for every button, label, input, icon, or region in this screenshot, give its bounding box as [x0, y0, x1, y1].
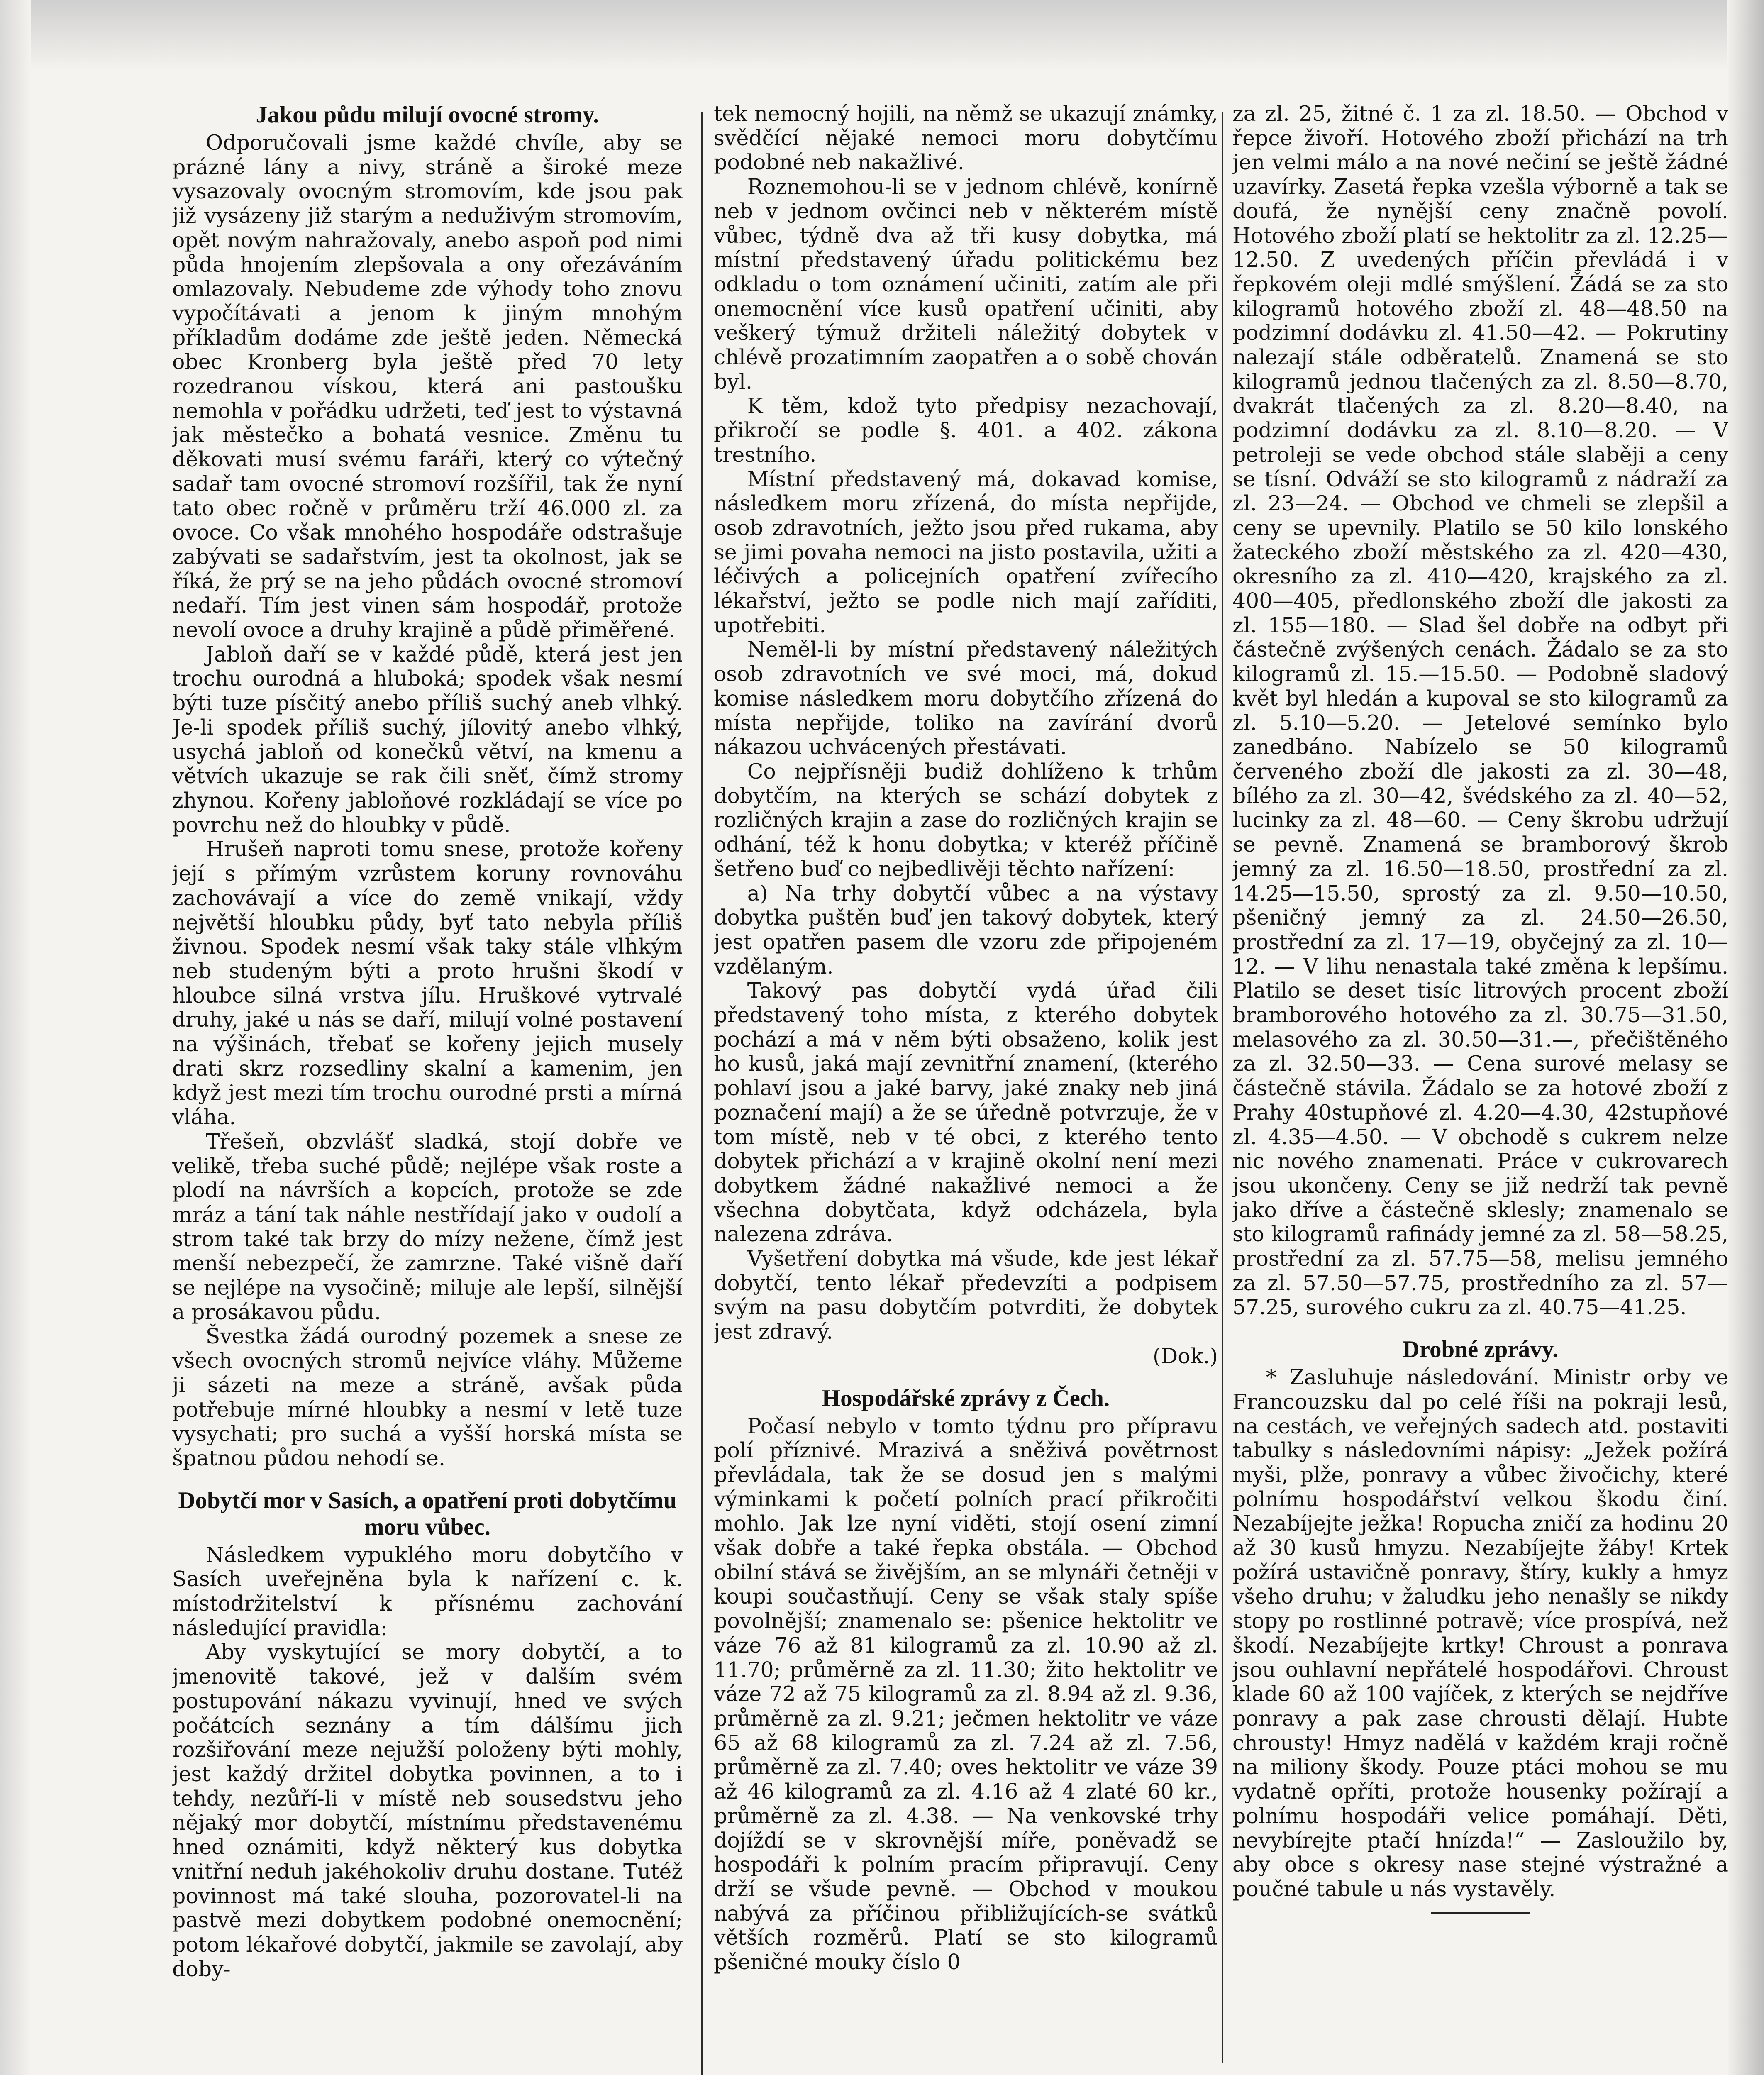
page-right-shadow	[1727, 0, 1764, 2075]
paragraph: Jabloň daří se v každé půdě, která jest jen trochu ourodná a hluboká; spodek však nesmí býti tuze písčitý anebo příliš suchý aneb vlhký. Je-li spodek příliš suchý, jílovitý anebo vlhký, usychá jabloň od konečků větví, na kmenu a větvích ukazuje se rak čili sněť, čímž stromy zhynou. Kořeny jabloňové rozkládají se více po povrchu než do hloubky v půdě.	[172, 642, 683, 837]
paragraph: Švestka žádá ourodný pozemek a snese ze všech ovocných stromů nejvíce vláhy. Můžeme ji sázeti na meze a stráně, avšak půda potřebuje mírné hloubky a nesmí v letě tuze vysychati; pro suchá a vyšší horská místa se špatnou půdou nehodí se.	[172, 1324, 683, 1470]
column-1	[172, 102, 683, 2075]
paragraph: Neměl-li by místní představený náležitých osob zdravotních ve své moci, má, dokud komise následkem moru dobytčího zřízená do místa nepřijde, toliko na zavírání dvorů nákazou uchvácených přestávati.	[714, 637, 1218, 759]
signature: (Dok.)	[1153, 1343, 1218, 1368]
paragraph: tek nemocný hojili, na němž se ukazují známky, svědčící nějaké nemoci moru dobytčímu podobné neb nakažlivé.	[714, 102, 1218, 175]
paragraph: K těm, kdož tyto předpisy nezachovají, přikročí se podle §. 401. a 402. zákona trestního.	[714, 393, 1218, 467]
paragraph: Hrušeň naproti tomu snese, protože kořeny její s přímým vzrůstem koruny rovnováhu zachovávají a více do země vnikají, vždy největší hloubku půdy, byť tato nebyla příliš živnou. Spodek nesmí však taky stále vlhkým neb studeným býti a proto hrušni škodí v hloubce silná vrstva jílu. Hruškové vytrvalé druhy, jaké u nás se daří, milují volné postavení na výšinách, třebať se kořeny jejich musely drati skrz rozsedliny skalní a kamenim, jen když jest mezi tím trochu ourodné prsti a mírná vláha.	[172, 837, 683, 1130]
article-title-cattle-plague: Dobytčí mor v Sasích, a opatření proti dobytčímu moru vůbec.	[178, 1487, 677, 1540]
paragraph: a) Na trhy dobytčí vůbec a na výstavy dobytka puštěn buď jen takový dobytek, který jest opatřen pasem dle vzoru zde připojeném vzdělaným.	[714, 881, 1218, 979]
paragraph: Následkem vypuklého moru dobytčího v Sasích uveřejněna byla k nařízení c. k. místodržitelství k přísnému zachování následující pravidla:	[172, 1542, 683, 1640]
paragraph: Aby vyskytující se mory dobytčí, a to jmenovitě takové, jež v dalším svém postupování nákazu vyvinují, hned ve svých počátcích seznány a tím dálšímu jich rozšiřování meze nejužší položeny býti mohly, jest každý držitel dobytka povinnen, a to i tehdy, nezůří-li v místě neb sousedstvu jeho nějaký mor dobytčí, místnímu představenému hned oznámiti, když některý kus dobytka vnitřní neduh jakéhokoliv druhu dostane. Tutéž povinnost má také slouha, pozorovatel-li na pastvě mezi dobytkem podobné onemocnění; potom lékařové dobytčí, jakmile se zavolají, aby doby-	[172, 1640, 683, 1981]
article-title-short-news: Drobné zprávy.	[1402, 1336, 1559, 1363]
article-title-farm-reports: Hospodářské zprávy z Čech.	[822, 1385, 1110, 1411]
column-rule-1	[701, 112, 703, 2075]
paragraph: Odporučovali jsme každé chvíle, aby se prázné lány a nivy, stráně a široké meze vysazovaly ovocným stromovím, kde jsou pak již vysázeny již starým a neduživým stromovím, opět novým nahražovaly, anebo aspoň pod nimi půda hnojením zlepšovala a ony ořezáváním omlazovaly. Nebudeme zde výhody toho znovu vypočítávati a jenom k jiným mnohým příkladům dodáme zde ještě jeden. Německá obec Kronberg byla ještě před 70 lety rozedranou vískou, která ani pastoušku nemohla v pořádku udržeti, teď jest to výstavná jak městečko a bohatá vesnice. Změnu tu děkovati musí svému faráři, který co výtečný sadař tam ovocné stromoví rozšířil, tak že nyní tato obec ročně v průměru trží 46.000 zl. za ovoce. Co však mnohého hospodáře odstrašuje zabývati se sadařstvím, jest ta okolnost, jak se říká, že prý se na jeho půdách ovocné stromoví nedaří. Tím jest vinen sám hospodář, protože nevolí ovoce a druhy krajině a půdě přiměřené.	[172, 130, 683, 642]
article-title-fruit-trees: Jakou půdu milují ovocné stromy.	[256, 102, 599, 128]
paragraph: Vyšetření dobytka má všude, kde jest lékař dobytčí, tento lékař předevzíti a podpisem svým na pasu dobytčím potvrditi, že dobytek jest zdravý.	[714, 1246, 1218, 1344]
column-3	[1232, 102, 1728, 2075]
column-2	[714, 102, 1218, 2075]
page-left-edge	[0, 0, 31, 2075]
end-rule	[1431, 1912, 1530, 1914]
paragraph: Takový pas dobytčí vydá úřad čili představený toho místa, z kterého dobytek pochází a má v něm býti obsaženo, kolik jest ho kusů, jaká mají zevnitřní znamení, (kterého pohlaví jsou a jaké barvy, jaké znaky neb jiná poznačení mají) a že se úředně potvrzuje, že v tom místě, neb v té obci, z kterého tento dobytek přichází a v krajině okolní není mezi dobytkem žádné nakažlivé nemoci a že všechna dobytčata, když odcházela, byla nalezena zdráva.	[714, 978, 1218, 1247]
paragraph: Počasí nebylo v tomto týdnu pro přípravu polí příznivé. Mrazivá a sněživá povětrnost převládala, tak že se dosud jen s malými výminkami k početí polních prací přikročiti mohlo. Jak lze nyní viděti, stojí osení zimní však dobře a také řepka obstála. — Obchod obilní stává se živějším, an se mlynáři četněji v koupi součastňují. Ceny se však staly spíše povolnější; znamenalo se: pšenice hektolitr ve váze 76 až 81 kilogramů za zl. 10.90 až zl. 11.70; průměrně za zl. 11.30; žito hektolitr ve váze 72 až 75 kilogramů za zl. 8.94 až zl. 9.36, průměrně za zl. 9.21; ječmen hektolitr ve váze 65 až 68 kilogramů za zl. 7.24 až zl. 7.56, průměrně za zl. 7.40; oves hektolitr ve váze 39 až 46 kilogramů za zl. 4.16 až 4 zlaté 60 kr., průměrně za zl. 4.38. — Na venkovské trhy dojíždí se v skrovnější míře, poněvadž se hospodáři k polním pracím připravují. Ceny drží se všude pevně. — Obchod v moukou nabývá za příčinou přibližujících-se svátků větších rozměrů. Platí se sto kilogramů pšeničné mouky číslo 0	[714, 1413, 1218, 1975]
paragraph: Roznemohou-li se v jednom chlévě, konírně neb v jednom ovčinci neb v některém místě vůbec, týdně dva až tři kusy dobytka, má místní představený úřadu politickému bez odkladu o tom oznámení učiniti, zatím ale při onemocnění více kusů opatření učiniti, aby veškerý týmuž držiteli náležitý dobytek v chlévě prozatimním zaopatřen a o sobě chován byl.	[714, 174, 1218, 394]
paragraph: * Zasluhuje následování. Ministr orby ve Francouzsku dal po celé říši na pokraji lesů, na cestách, ve veřejných sadech atd. postaviti tabulky s následovními nápisy: „Ježek požírá myši, plže, ponravy a vůbec živočichy, které polnímu hospodářství velkou škodu činí. Nezabíjejte ježka! Ropucha zničí za hodinu 20 až 30 kusů hmyzu. Nezabíjejte žáby! Krtek požírá ustavičně ponravy, štíry, kukly a hmyz všeho druhu; v žaludku jeho nenašly se nikdy stopy po rostlinné potravě; více prospívá, než škodí. Nezabíjejte krtky! Chroust a ponrava jsou ouhlavní nepřátelé hospodářovi. Chroust klade 60 až 100 vajíček, z kterých se nejdříve ponravy a pak zase chrousti dělají. Hubte chrousty! Hmyz nadělá v každém kraji ročně na miliony škody. Pouze ptáci mohou se mu vydatně opříti, protože housenky požírají a polnímu hospodáři velice pomáhají. Děti, nevybírejte ptačí hnízda!“ — Zasloužilo by, aby obce s okresy nase stejné výstražné a poučné tabule u nás vystavěly.	[1232, 1365, 1728, 1901]
column-rule-2	[1222, 112, 1223, 2063]
paragraph: Místní představený má, dokavad komise, následkem moru zřízená, do místa nepřijde, osob zdravotních, ježto jsou před rukama, aby se jimi povaha nemoci na jisto postavila, užiti a léčivých a policejních opatření zvířecího lékařství, ježto se podle nich mají zaříditi, upotřebiti.	[714, 466, 1218, 637]
paragraph: Třešeň, obzvlášť sladká, stojí dobře ve velikě, třeba suché půdě; nejlépe však roste a plodí na návrších a kopcích, protože se zde mráz a tání tak náhle nestřídají jako v oudolí a strom také tak brzy do mízy nežene, čímž jest menší nebezpečí, že zamrzne. Také višně daří se nejlépe na vysočině; miluje ale lepší, silnější a prosákavou půdu.	[172, 1129, 683, 1324]
paragraph: Co nejpřísněji budiž dohlíženo k trhům dobytčím, na kterých se schází dobytek z rozličných krajin a zase do rozličných krajin se odhání, též k honu dobytka; v kteréž příčině šetřeno buď co nejbedlivěji těchto nařízení:	[714, 759, 1218, 881]
paragraph: za zl. 25, žitné č. 1 za zl. 18.50. — Obchod v řepce živoří. Hotového zboží přichází na trh jen velmi málo a na nové nečiní se ještě žádné uzavírky. Zasetá řepka vzešla výborně a tak se doufá, že nynější ceny značně povolí. Hotového zboží platí se hektolitr za zl. 12.25—12.50. Z uvedených příčin převládá i v řepkovém oleji mdlé smýšlení. Žádá se za sto kilogramů hotového zboží zl. 48—48.50 na podzimní dodávku zl. 41.50—42. — Pokrutiny nalezají stále odběratelů. Znamená se sto kilogramů jednou tlačených za zl. 8.50—8.70, dvakrát tlačených za zl. 8.20—8.40, na podzimní dodávku za zl. 8.10—8.20. — V petroleji se vede obchod stále slaběji a ceny se tísní. Odváží se sto kilogramů z nádraží za zl. 23—24. — Obchod ve chmeli se zlepšil a ceny se upevnily. Platilo se 50 kilo lonského žateckého zboží městského za zl. 420—430, okresního za zl. 410—420, krajského za zl. 400—405, předlonského zboží dle jakosti za zl. 155—180. — Slad šel dobře na odbyt při částečně zvýšených cenách. Žádalo se za sto kilogramů zl. 15.—15.50. — Podobně sladový květ byl hledán a kupoval se sto kilogramů za zl. 5.10—5.20. — Jetelové semínko bylo zanedbáno. Nabízelo se 50 kilogramů červeného zboží dle jakosti za zl. 30—48, bílého za zl. 30—42, švédského za zl. 40—52, lucinky za zl. 48—60. — Ceny škrobu udržují se pevně. Znamená se bramborový škrob jemný za zl. 16.50—18.50, prostřední za zl. 14.25—15.50, sprostý za zl. 9.50—10.50, pšeničný jemný za zl. 24.50—26.50, prostřední za zl. 17—19, obyčejný za zl. 10—12. — V lihu nenastala také změna k lepšímu. Platilo se deset tisíc litrových procent zboží bramborového hotového za zl. 30.75—31.50, melasového za zl. 30.50—31.—, přečištěného za zl. 32.50—33. — Cena surové melasy se částečně stávila. Žádalo se za hotové zboží z Prahy 40stupňové zl. 4.20—4.30, 42stupňové zl. 4.35—4.50. — V obchodě s cukrem nelze nic nového znamenati. Práce v cukrovarech jsou ukončeny. Ceny se již nedrží tak pevně jako dříve a částečně sklesly; znamenalo se sto kilogramů rafinády jemné za zl. 58—58.25, prostřední za zl. 57.75—58, melisu jemného za zl. 57.50—57.75, prostředního za zl. 57—57.25, surového cukru za zl. 40.75—41.25.	[1232, 102, 1728, 1320]
page-top-shadow	[0, 0, 1764, 71]
